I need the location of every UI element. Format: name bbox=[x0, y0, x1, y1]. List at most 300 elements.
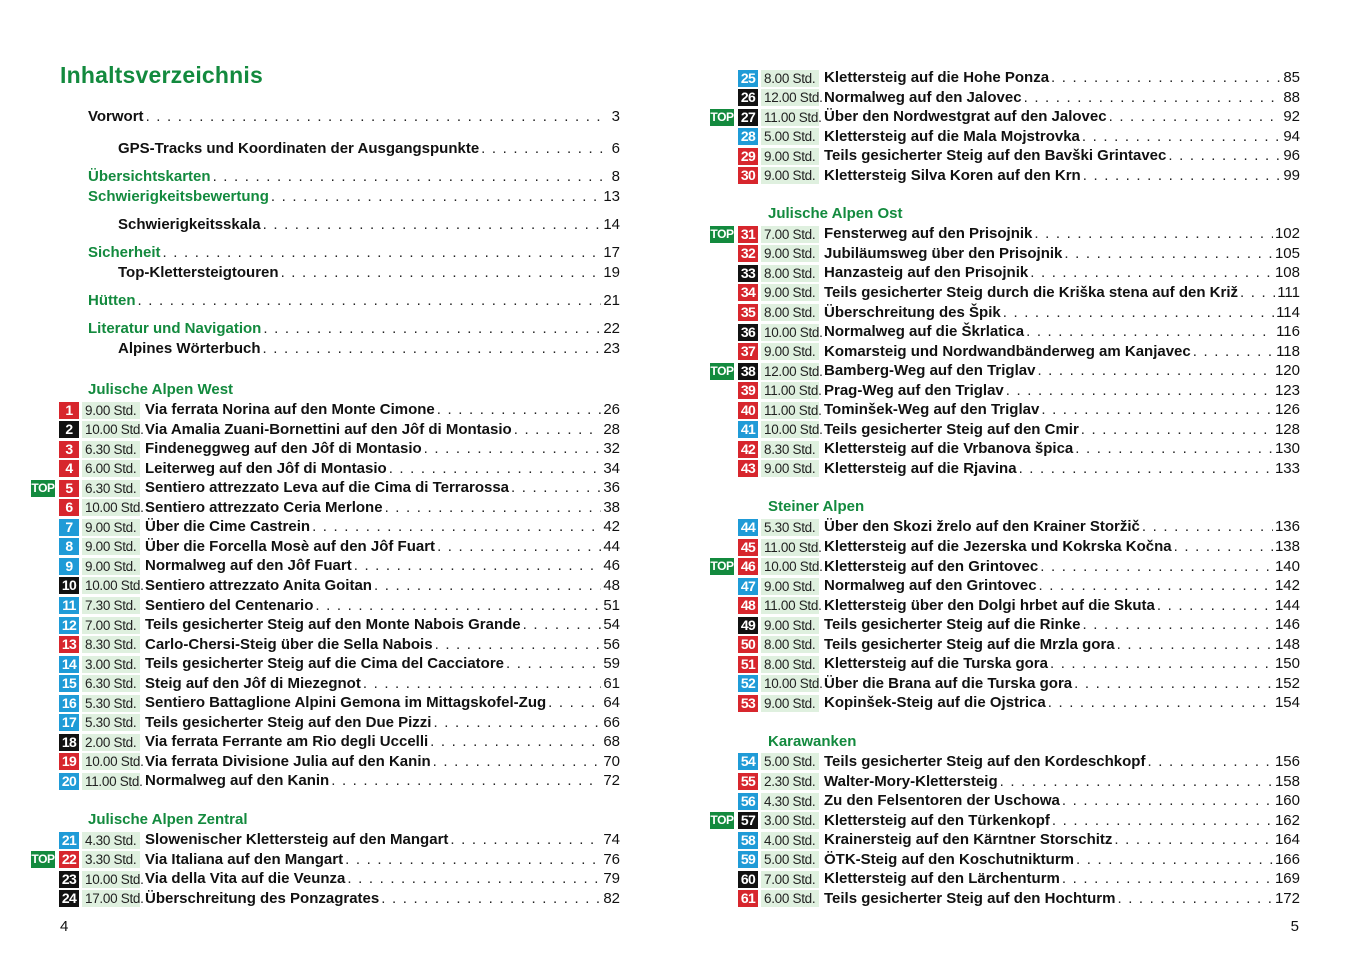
top-badge: TOP bbox=[710, 363, 734, 378]
route-page: 140 bbox=[1274, 557, 1300, 575]
leader-dots bbox=[138, 291, 602, 311]
duration-label: 6.00 Std. bbox=[82, 460, 140, 477]
route-page: 138 bbox=[1274, 538, 1300, 555]
route-entry[interactable] bbox=[738, 342, 1300, 362]
section-heading: Julische Alpen Ost bbox=[768, 205, 903, 223]
route-entry[interactable] bbox=[59, 654, 620, 674]
route-number-badge: 33 bbox=[738, 265, 758, 282]
route-entry[interactable] bbox=[59, 596, 620, 616]
route-entry[interactable] bbox=[738, 596, 1300, 616]
leader-dots bbox=[1000, 772, 1273, 792]
leader-dots bbox=[1006, 381, 1273, 401]
top-badge: TOP bbox=[710, 559, 734, 574]
route-entry[interactable] bbox=[738, 166, 1300, 186]
route-page: 156 bbox=[1274, 752, 1300, 770]
route-name: Teils gesicherter Steig auf den Hochturm bbox=[824, 889, 1116, 907]
route-number-badge: 9 bbox=[59, 558, 79, 575]
duration-label: 9.00 Std. bbox=[761, 460, 819, 477]
toc-entry-title: Hütten bbox=[88, 292, 136, 309]
route-entry[interactable] bbox=[59, 615, 620, 635]
route-entry[interactable] bbox=[738, 381, 1300, 401]
leader-dots bbox=[312, 517, 601, 537]
route-number-badge: 22 bbox=[59, 851, 79, 868]
route-number-badge: 26 bbox=[738, 89, 758, 106]
toc-entry-page: 23 bbox=[603, 340, 620, 357]
route-page: 38 bbox=[603, 498, 620, 516]
route-entry[interactable] bbox=[738, 654, 1300, 674]
route-name: Walter-Mory-Klettersteig bbox=[824, 772, 998, 790]
route-name: Via della Vita auf die Veunza bbox=[145, 870, 346, 888]
route-page: 48 bbox=[603, 576, 620, 594]
route-number-badge: 1 bbox=[59, 402, 79, 419]
route-number-badge: 8 bbox=[59, 538, 79, 555]
route-name: Klettersteig auf den Türkenkopf bbox=[824, 811, 1050, 829]
route-page: 26 bbox=[603, 401, 620, 418]
route-number-badge: 21 bbox=[59, 832, 79, 849]
toc-entry-page: 13 bbox=[603, 188, 620, 205]
route-page: 64 bbox=[603, 694, 620, 712]
route-entry[interactable] bbox=[59, 771, 620, 791]
route-name: Normalweg auf den Kanin bbox=[145, 772, 330, 790]
duration-label: 9.00 Std. bbox=[761, 167, 819, 184]
route-number-badge: 53 bbox=[738, 695, 758, 712]
duration-label: 10.00 Std. bbox=[761, 324, 819, 341]
leader-dots bbox=[1026, 322, 1274, 342]
leader-dots bbox=[1051, 68, 1281, 88]
route-entry[interactable] bbox=[59, 752, 620, 772]
route-name: Teils gesicherter Steig auf den Kordeschkopf bbox=[824, 752, 1146, 770]
duration-label: 9.00 Std. bbox=[761, 343, 819, 360]
route-number-badge: 17 bbox=[59, 714, 79, 731]
route-name: Teils gesicherter Steig auf den Monte Nabois Grande bbox=[145, 616, 521, 634]
route-number-badge: 35 bbox=[738, 304, 758, 321]
duration-label: 10.00 Std. bbox=[82, 577, 140, 594]
route-entry[interactable] bbox=[59, 498, 620, 518]
route-entry[interactable] bbox=[738, 322, 1300, 342]
route-number-badge: 44 bbox=[738, 519, 758, 536]
route-entry[interactable] bbox=[738, 224, 1300, 244]
route-entry[interactable] bbox=[738, 772, 1300, 792]
route-number-badge: 24 bbox=[59, 890, 79, 907]
route-entry[interactable] bbox=[738, 889, 1300, 909]
route-number-badge: 34 bbox=[738, 284, 758, 301]
route-page: 46 bbox=[603, 557, 620, 575]
route-entry[interactable] bbox=[59, 420, 620, 440]
duration-label: 8.00 Std. bbox=[761, 304, 819, 321]
route-entry[interactable] bbox=[59, 400, 620, 420]
route-entry[interactable] bbox=[59, 439, 620, 459]
route-entry[interactable] bbox=[738, 537, 1300, 557]
toc-entry-page: 17 bbox=[603, 244, 620, 261]
route-number-badge: 41 bbox=[738, 421, 758, 438]
leader-dots bbox=[1157, 596, 1273, 616]
route-name: Klettersteig auf den Grintovec bbox=[824, 557, 1039, 575]
route-entry[interactable] bbox=[59, 576, 620, 596]
route-number-badge: 13 bbox=[59, 636, 79, 653]
route-number-badge: 16 bbox=[59, 695, 79, 712]
toc-entry-page: 19 bbox=[603, 264, 620, 281]
toc-entry[interactable] bbox=[118, 339, 620, 359]
route-name: Überschreitung des Ponzagrates bbox=[145, 889, 380, 907]
route-page: 96 bbox=[1283, 147, 1300, 165]
route-number-badge: 19 bbox=[59, 753, 79, 770]
route-name: Über die Cime Castrein bbox=[145, 518, 311, 536]
route-entry[interactable] bbox=[738, 459, 1300, 479]
toc-entry[interactable] bbox=[88, 291, 620, 311]
route-entry[interactable] bbox=[59, 537, 620, 557]
leader-dots bbox=[381, 889, 601, 909]
route-number-badge: 37 bbox=[738, 343, 758, 360]
route-entry[interactable] bbox=[738, 283, 1300, 303]
duration-label: 7.30 Std. bbox=[82, 597, 140, 614]
leader-dots bbox=[263, 339, 602, 359]
leader-dots bbox=[1109, 107, 1282, 127]
route-page: 85 bbox=[1283, 69, 1300, 86]
duration-label: 7.00 Std. bbox=[761, 226, 819, 243]
leader-dots bbox=[1019, 459, 1273, 479]
leader-dots bbox=[1039, 576, 1273, 596]
duration-label: 17.00 Std. bbox=[82, 890, 140, 907]
duration-label: 5.30 Std. bbox=[82, 695, 140, 712]
leader-dots bbox=[1082, 127, 1281, 147]
top-badge: TOP bbox=[31, 852, 55, 867]
section-heading: Steiner Alpen bbox=[768, 498, 865, 516]
duration-label: 9.00 Std. bbox=[82, 558, 140, 575]
leader-dots bbox=[1083, 166, 1282, 186]
route-number-badge: 31 bbox=[738, 226, 758, 243]
duration-label: 10.00 Std. bbox=[761, 558, 819, 575]
route-number-badge: 49 bbox=[738, 617, 758, 634]
route-name: Teils gesicherter Steig durch die Kriška stena auf den Križ bbox=[824, 283, 1239, 301]
duration-label: 4.30 Std. bbox=[761, 793, 819, 810]
leader-dots bbox=[1064, 244, 1273, 264]
route-page: 54 bbox=[603, 616, 620, 634]
toc-entry[interactable] bbox=[88, 167, 620, 187]
duration-label: 10.00 Std. bbox=[82, 421, 140, 438]
route-name: Klettersteig Silva Koren auf den Krn bbox=[824, 166, 1081, 184]
duration-label: 5.00 Std. bbox=[761, 753, 819, 770]
route-entry[interactable] bbox=[738, 576, 1300, 596]
route-page: 59 bbox=[603, 655, 620, 673]
route-name: Klettersteig auf die Jezerska und Kokrska Kočna bbox=[824, 538, 1172, 555]
leader-dots bbox=[1174, 537, 1273, 557]
route-entry[interactable] bbox=[59, 830, 620, 850]
route-entry[interactable] bbox=[738, 850, 1300, 870]
route-entry[interactable] bbox=[59, 459, 620, 479]
route-number-badge: 61 bbox=[738, 890, 758, 907]
duration-label: 9.00 Std. bbox=[761, 245, 819, 262]
leader-dots bbox=[263, 319, 601, 339]
route-page: 164 bbox=[1274, 831, 1300, 849]
page-number: 5 bbox=[1290, 918, 1299, 935]
duration-label: 5.00 Std. bbox=[761, 851, 819, 868]
route-page: 105 bbox=[1274, 244, 1300, 262]
leader-dots bbox=[511, 478, 601, 498]
route-page: 172 bbox=[1274, 889, 1300, 907]
route-entry[interactable] bbox=[738, 830, 1300, 850]
duration-label: 3.00 Std. bbox=[82, 656, 140, 673]
leader-dots bbox=[315, 596, 601, 616]
leader-dots bbox=[1147, 752, 1273, 772]
route-page: 79 bbox=[603, 870, 620, 888]
duration-label: 11.00 Std. bbox=[761, 109, 819, 126]
route-name: Klettersteig auf die Rjavina bbox=[824, 459, 1017, 477]
route-page: 92 bbox=[1283, 108, 1300, 126]
route-number-badge: 52 bbox=[738, 675, 758, 692]
route-entry[interactable] bbox=[59, 517, 620, 537]
route-number-badge: 28 bbox=[738, 128, 758, 145]
toc-entry[interactable] bbox=[118, 139, 620, 159]
route-page: 144 bbox=[1274, 596, 1300, 614]
toc-entry[interactable] bbox=[88, 319, 620, 339]
route-name: Fensterweg auf den Prisojnik bbox=[824, 225, 1033, 243]
duration-label: 5.30 Std. bbox=[761, 519, 819, 536]
leader-dots bbox=[1081, 420, 1273, 440]
route-entry[interactable] bbox=[738, 674, 1300, 694]
route-number-badge: 25 bbox=[738, 70, 758, 87]
duration-label: 9.00 Std. bbox=[761, 148, 819, 165]
route-page: 116 bbox=[1276, 323, 1300, 341]
leader-dots bbox=[163, 243, 602, 263]
duration-label: 6.30 Std. bbox=[82, 441, 140, 458]
route-name: ÖTK-Steig auf den Koschutnikturm bbox=[824, 850, 1075, 868]
route-number-badge: 6 bbox=[59, 499, 79, 516]
leader-dots bbox=[1117, 635, 1273, 655]
route-name: Zu den Felsentoren der Uschowa bbox=[824, 792, 1060, 810]
leader-dots bbox=[385, 498, 602, 518]
route-number-badge: 36 bbox=[738, 324, 758, 341]
leader-dots bbox=[450, 830, 601, 850]
route-name: Hanzasteig auf den Prisojnik bbox=[824, 264, 1029, 282]
toc-entry-page: 22 bbox=[603, 320, 620, 337]
duration-label: 8.30 Std. bbox=[82, 636, 140, 653]
route-page: 94 bbox=[1283, 127, 1300, 145]
route-number-badge: 59 bbox=[738, 851, 758, 868]
route-entry[interactable] bbox=[59, 850, 620, 870]
route-number-badge: 43 bbox=[738, 460, 758, 477]
duration-label: 9.00 Std. bbox=[82, 519, 140, 536]
route-page: 56 bbox=[603, 635, 620, 653]
route-page: 51 bbox=[603, 596, 620, 614]
route-entry[interactable] bbox=[738, 635, 1300, 655]
route-number-badge: 40 bbox=[738, 402, 758, 419]
route-entry[interactable] bbox=[738, 400, 1300, 420]
section-heading: Karawanken bbox=[768, 732, 857, 750]
leader-dots bbox=[345, 850, 601, 870]
duration-label: 6.00 Std. bbox=[761, 890, 819, 907]
leader-dots bbox=[281, 263, 602, 283]
route-page: 166 bbox=[1274, 850, 1300, 868]
route-name: Über den Nordwestgrat auf den Jalovec bbox=[824, 108, 1107, 126]
route-number-badge: 10 bbox=[59, 577, 79, 594]
route-page: 146 bbox=[1274, 616, 1300, 634]
route-name: Klettersteig auf die Turska gora bbox=[824, 655, 1048, 673]
duration-label: 8.00 Std. bbox=[761, 636, 819, 653]
route-entry[interactable] bbox=[59, 478, 620, 498]
route-entry[interactable] bbox=[738, 127, 1300, 147]
route-entry[interactable] bbox=[738, 303, 1300, 323]
route-entry[interactable] bbox=[738, 420, 1300, 440]
route-name: Sentiero attrezzato Anita Goitan bbox=[145, 576, 372, 594]
leader-dots bbox=[1003, 303, 1274, 323]
route-number-badge: 47 bbox=[738, 578, 758, 595]
duration-label: 9.00 Std. bbox=[761, 284, 819, 301]
toc-entry-title: Alpines Wörterbuch bbox=[118, 340, 261, 357]
route-entry[interactable] bbox=[59, 674, 620, 694]
toc-entry-page: 6 bbox=[611, 140, 620, 157]
route-name: Klettersteig auf den Lärchenturm bbox=[824, 870, 1060, 888]
route-entry[interactable] bbox=[738, 811, 1300, 831]
route-name: Über den Skozi žrelo auf den Krainer Storžič bbox=[824, 518, 1140, 536]
route-name: Slowenischer Klettersteig auf den Mangart bbox=[145, 831, 449, 848]
duration-label: 10.00 Std. bbox=[761, 421, 819, 438]
route-entry[interactable] bbox=[59, 693, 620, 713]
route-page: 68 bbox=[603, 733, 620, 751]
duration-label: 4.30 Std. bbox=[82, 832, 140, 849]
route-page: 169 bbox=[1274, 870, 1300, 888]
route-name: Via ferrata Ferrante am Rio degli Uccelli bbox=[145, 733, 429, 751]
route-entry[interactable] bbox=[59, 889, 620, 909]
route-entry[interactable] bbox=[738, 557, 1300, 577]
duration-label: 5.30 Std. bbox=[82, 714, 140, 731]
toc-entry[interactable] bbox=[88, 107, 620, 127]
route-page: 44 bbox=[603, 537, 620, 555]
route-name: Bamberg-Weg auf den Triglav bbox=[824, 362, 1036, 380]
top-badge: TOP bbox=[710, 813, 734, 828]
duration-label: 8.00 Std. bbox=[761, 265, 819, 282]
route-page: 152 bbox=[1274, 674, 1300, 692]
route-number-badge: 23 bbox=[59, 871, 79, 888]
route-page: 126 bbox=[1274, 401, 1300, 419]
route-name: Kopinšek-Steig auf die Ojstrica bbox=[824, 694, 1046, 712]
route-name: Jubiläumsweg über den Prisojnik bbox=[824, 244, 1063, 262]
route-name: Sentiero attrezzato Ceria Merlone bbox=[145, 498, 383, 516]
leader-dots bbox=[433, 713, 601, 733]
duration-label: 7.00 Std. bbox=[761, 871, 819, 888]
route-number-badge: 12 bbox=[59, 617, 79, 634]
leader-dots bbox=[1076, 850, 1273, 870]
leader-dots bbox=[1193, 342, 1274, 362]
route-name: Über die Forcella Mosè auf den Jôf Fuart bbox=[145, 537, 436, 555]
route-page: 42 bbox=[603, 518, 620, 536]
route-entry[interactable] bbox=[59, 869, 620, 889]
route-name: Findeneggweg auf den Jôf di Montasio bbox=[145, 440, 422, 458]
duration-label: 11.00 Std. bbox=[761, 402, 819, 419]
route-page: 150 bbox=[1274, 655, 1300, 673]
route-entry[interactable] bbox=[59, 635, 620, 655]
route-number-badge: 30 bbox=[738, 167, 758, 184]
leader-dots bbox=[1050, 654, 1273, 674]
leader-dots bbox=[1024, 88, 1282, 108]
toc-entry-page: 21 bbox=[603, 292, 620, 309]
route-entry[interactable] bbox=[738, 68, 1300, 88]
route-entry[interactable] bbox=[59, 732, 620, 752]
toc-entry-title: Sicherheit bbox=[88, 244, 161, 261]
duration-label: 7.00 Std. bbox=[82, 617, 140, 634]
route-name: Leiterweg auf den Jôf di Montasio bbox=[145, 459, 387, 477]
route-name: Normalweg auf den Jôf Fuart bbox=[145, 557, 352, 575]
top-badge: TOP bbox=[710, 226, 734, 241]
route-page: 160 bbox=[1274, 792, 1300, 810]
route-name: Klettersteig auf die Vrbanova špica bbox=[824, 440, 1074, 458]
route-entry[interactable] bbox=[59, 713, 620, 733]
toc-entry-title: GPS-Tracks und Koordinaten der Ausgangspunkte bbox=[118, 140, 480, 157]
page-number: 4 bbox=[60, 918, 69, 935]
route-number-badge: 32 bbox=[738, 245, 758, 262]
route-entry[interactable] bbox=[738, 615, 1300, 635]
leader-dots bbox=[354, 556, 602, 576]
leader-dots bbox=[523, 615, 602, 635]
leader-dots bbox=[1142, 517, 1273, 537]
toc-entry[interactable] bbox=[118, 215, 620, 235]
route-name: Teils gesicherter Steig auf die Cima del Cacciatore bbox=[145, 655, 505, 673]
duration-label: 2.30 Std. bbox=[761, 773, 819, 790]
leader-dots bbox=[146, 107, 604, 127]
route-entry[interactable] bbox=[738, 693, 1300, 713]
route-page: 118 bbox=[1276, 342, 1300, 360]
route-page: 88 bbox=[1283, 88, 1300, 106]
route-page: 82 bbox=[603, 889, 620, 907]
route-page: 114 bbox=[1276, 303, 1300, 321]
toc-entry-title: Top-Klettersteigtouren bbox=[118, 264, 279, 281]
route-entry[interactable] bbox=[738, 244, 1300, 264]
leader-dots bbox=[430, 732, 601, 752]
route-number-badge: 46 bbox=[738, 558, 758, 575]
toc-entry[interactable] bbox=[88, 243, 620, 263]
route-entry[interactable] bbox=[738, 107, 1300, 127]
route-entry[interactable] bbox=[738, 88, 1300, 108]
duration-label: 11.00 Std. bbox=[761, 382, 819, 399]
route-number-badge: 54 bbox=[738, 753, 758, 770]
duration-label: 6.30 Std. bbox=[82, 480, 140, 497]
route-page: 28 bbox=[603, 420, 620, 438]
duration-label: 6.30 Std. bbox=[82, 675, 140, 692]
route-entry[interactable] bbox=[738, 263, 1300, 283]
route-name: Via ferrata Norina auf den Monte Cimone bbox=[145, 401, 435, 418]
toc-entry[interactable] bbox=[88, 187, 620, 207]
route-number-badge: 4 bbox=[59, 460, 79, 477]
route-entry[interactable] bbox=[738, 146, 1300, 166]
duration-label: 12.00 Std. bbox=[761, 363, 819, 380]
route-page: 120 bbox=[1274, 362, 1300, 380]
route-number-badge: 29 bbox=[738, 148, 758, 165]
duration-label: 2.00 Std. bbox=[82, 734, 140, 751]
duration-label: 11.00 Std. bbox=[82, 773, 140, 790]
route-entry[interactable] bbox=[59, 556, 620, 576]
route-number-badge: 48 bbox=[738, 597, 758, 614]
route-entry[interactable] bbox=[738, 791, 1300, 811]
duration-label: 3.30 Std. bbox=[82, 851, 140, 868]
route-entry[interactable] bbox=[738, 439, 1300, 459]
leader-dots bbox=[437, 537, 601, 557]
toc-entry[interactable] bbox=[118, 263, 620, 283]
leader-dots bbox=[1052, 811, 1273, 831]
route-entry[interactable] bbox=[738, 361, 1300, 381]
leader-dots bbox=[433, 752, 602, 772]
leader-dots bbox=[1114, 830, 1273, 850]
leader-dots bbox=[1034, 224, 1273, 244]
route-entry[interactable] bbox=[738, 869, 1300, 889]
route-page: 74 bbox=[603, 831, 620, 848]
toc-entry-title: Vorwort bbox=[88, 108, 144, 125]
route-entry[interactable] bbox=[738, 517, 1300, 537]
route-number-badge: 27 bbox=[738, 109, 758, 126]
leader-dots bbox=[1062, 869, 1273, 889]
route-number-badge: 51 bbox=[738, 656, 758, 673]
route-page: 133 bbox=[1274, 459, 1300, 477]
route-entry[interactable] bbox=[738, 752, 1300, 772]
leader-dots bbox=[1037, 361, 1273, 381]
